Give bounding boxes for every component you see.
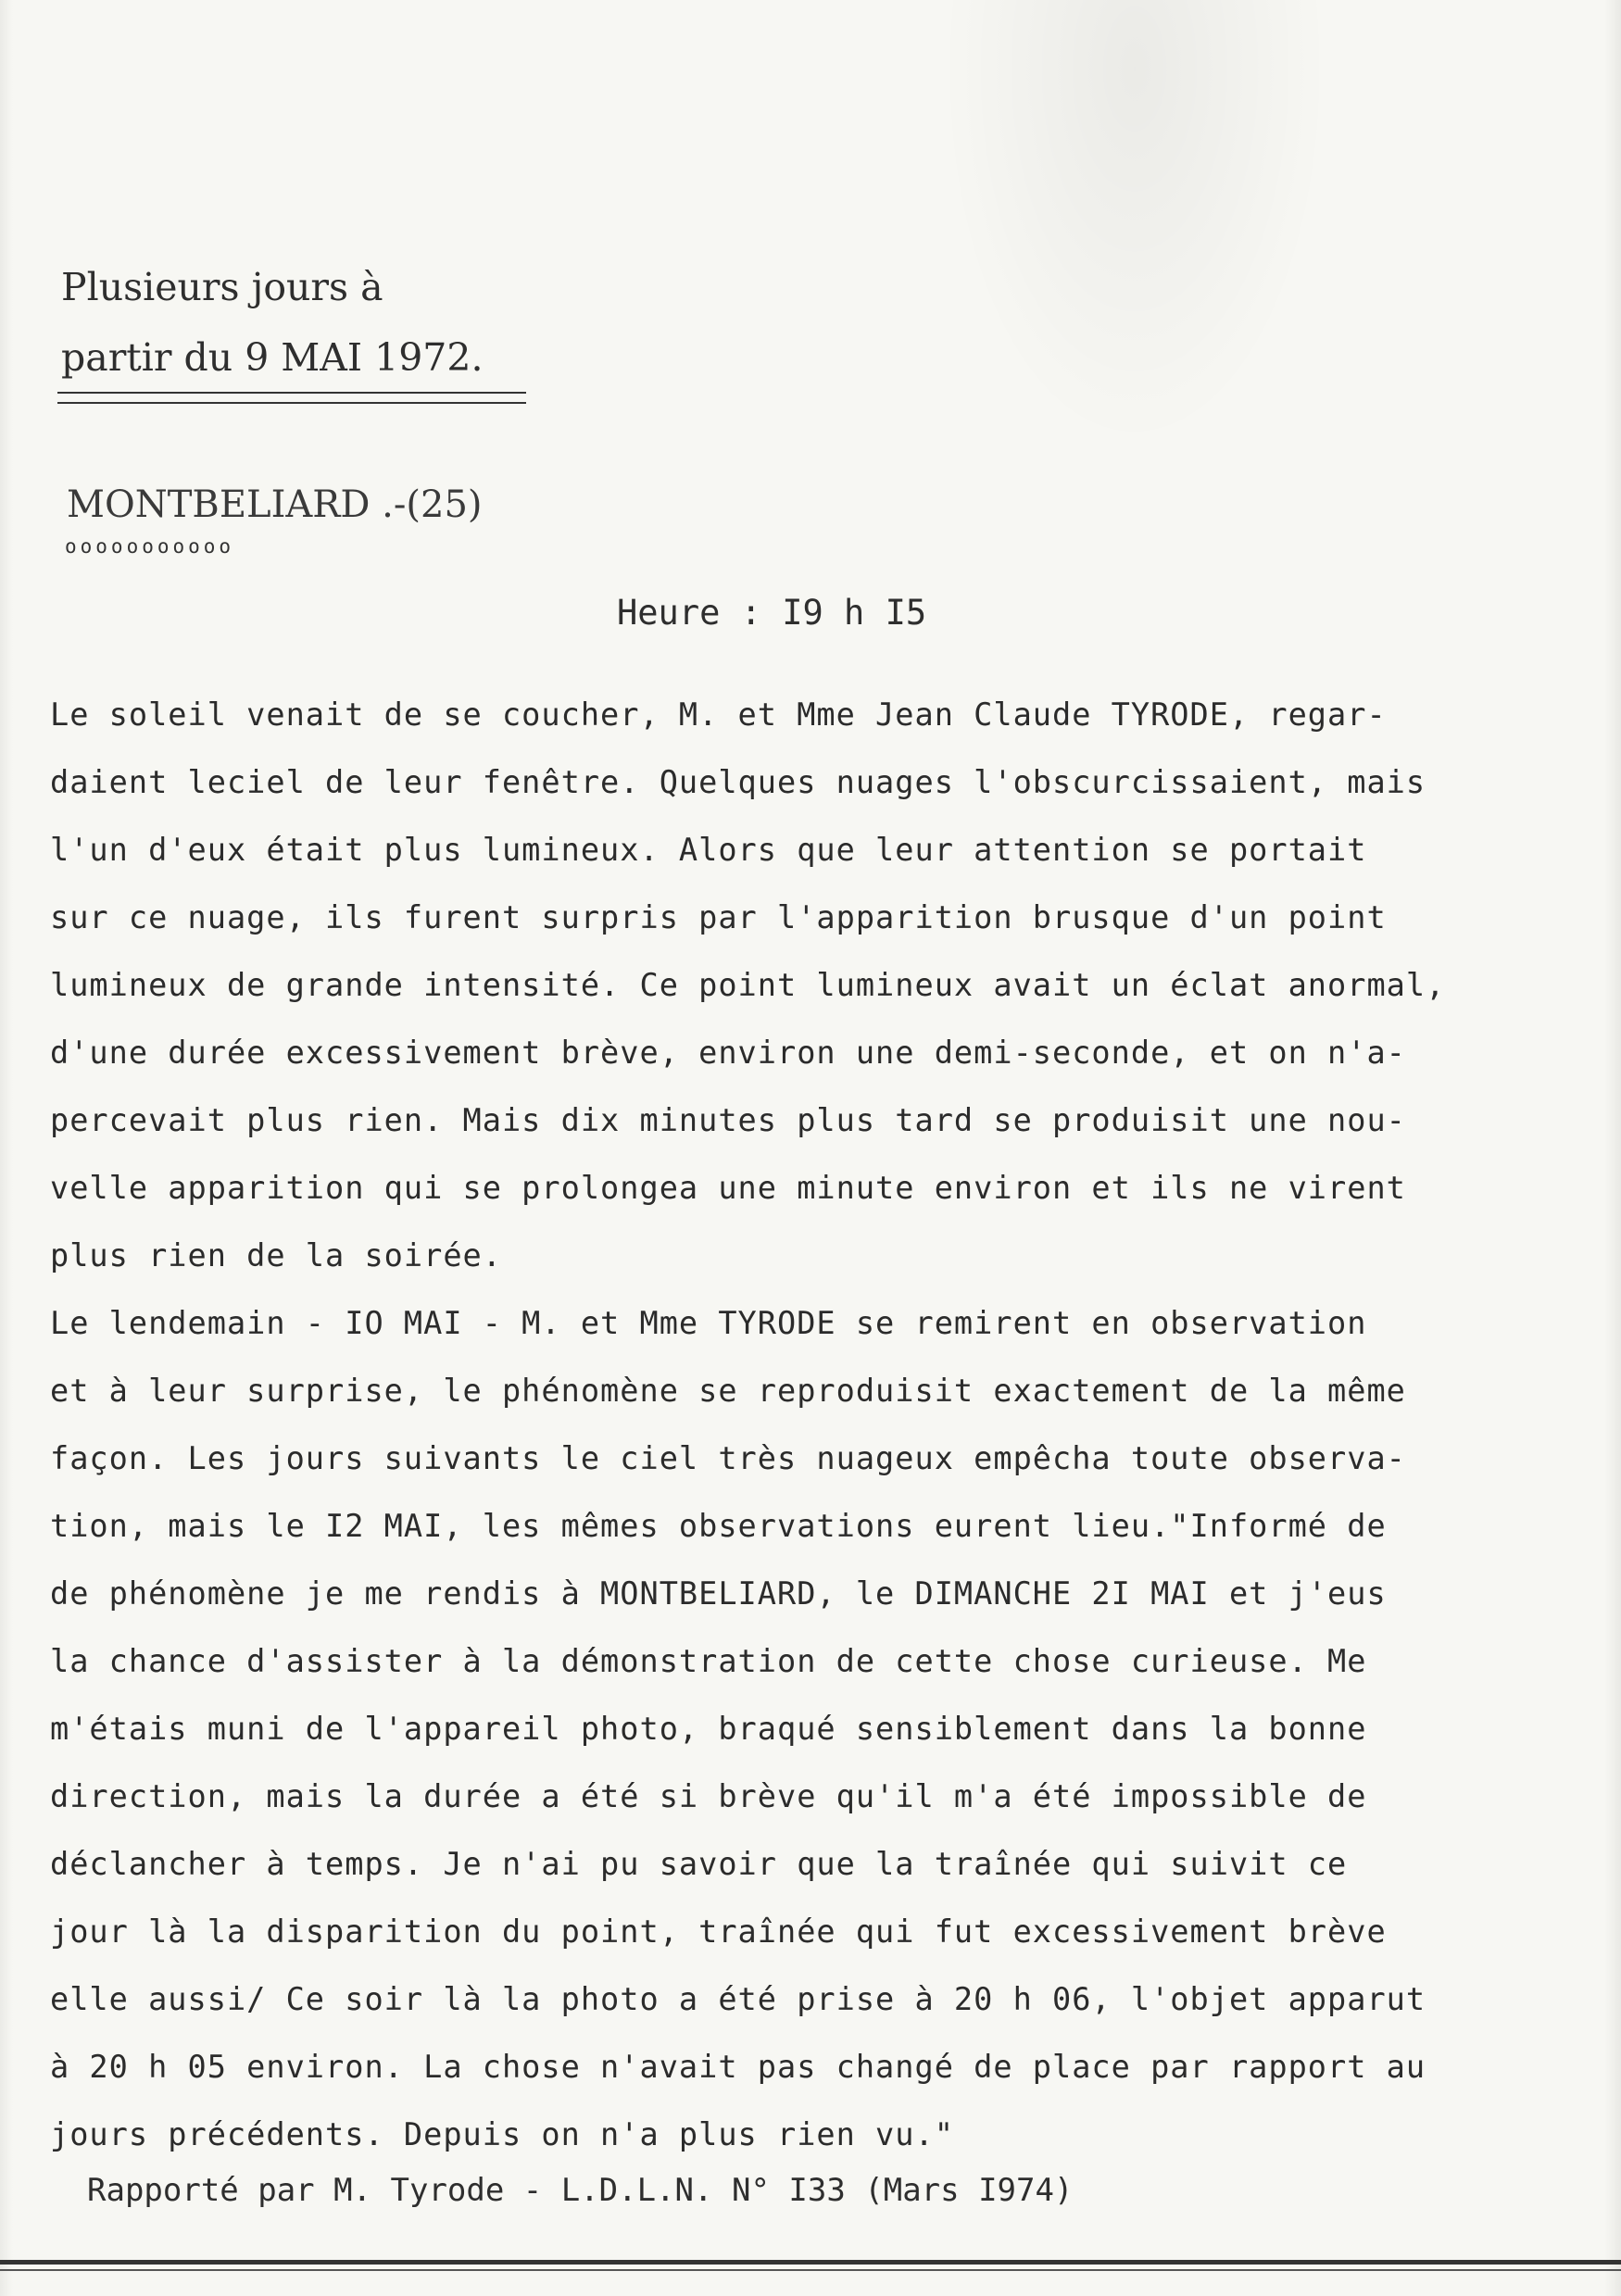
body-line: elle aussi/ Ce soir là la photo a été prise à 20 h 06, l'objet apparut (50, 1981, 1426, 2017)
body-line: plus rien de la soirée. (50, 1237, 502, 1273)
place-heading: MONTBELIARD .-(25) (67, 483, 483, 526)
date-line-1: Plusieurs jours à (61, 265, 383, 309)
body-line: daient leciel de leur fenêtre. Quelques nuages l'obscurcissaient, mais (50, 764, 1426, 800)
bottom-border-rule-thin (0, 2269, 1621, 2271)
body-line: velle apparition qui se prolongea une minute environ et ils ne virent (50, 1170, 1406, 1206)
body-line: l'un d'eux était plus lumineux. Alors que leur attention se portait (50, 832, 1367, 868)
body-line: façon. Les jours suivants le ciel très nuageux empêcha toute observa- (50, 1440, 1406, 1476)
body-line: m'étais muni de l'appareil photo, braqué sensiblement dans la bonne (50, 1711, 1367, 1747)
date-line-2: partir du 9 MAI 1972. (61, 335, 484, 380)
body-line: à 20 h 05 environ. La chose n'avait pas changé de place par rapport au (50, 2049, 1426, 2085)
body-line: lumineux de grande intensité. Ce point lumineux avait un éclat anormal, (50, 967, 1446, 1003)
body-line: direction, mais la durée a été si brève qu'il m'a été impossible de (50, 1778, 1367, 1814)
bottom-border-rule (0, 2260, 1621, 2265)
report-attribution: Rapporté par M. Tyrode - L.D.L.N. N° I33 (Mars I974) (87, 2172, 1074, 2209)
body-line: Le lendemain - IO MAI - M. et Mme TYRODE se remirent en observation (50, 1305, 1367, 1341)
body-line: jours précédents. Depuis on n'a plus rien vu." (50, 2116, 954, 2152)
place-underline: ooooooooooo (65, 535, 235, 558)
body-line: la chance d'assister à la démonstration de cette chose curieuse. Me (50, 1643, 1367, 1679)
body-line: tion, mais le I2 MAI, les mêmes observations eurent lieu."Informé de (50, 1508, 1387, 1544)
time-heading: Heure : I9 h I5 (617, 593, 927, 633)
date-heading (61, 252, 484, 393)
body-line: déclancher à temps. Je n'ai pu savoir que la traînée qui suivit ce (50, 1846, 1348, 1882)
body-line: sur ce nuage, ils furent surpris par l'apparition brusque d'un point (50, 899, 1387, 935)
date-double-underline (57, 392, 526, 404)
body-line: jour là la disparition du point, traînée qui fut excessivement brève (50, 1913, 1387, 1950)
body-line: Le soleil venait de se coucher, M. et Mme Jean Claude TYRODE, regar- (50, 696, 1387, 733)
body-line: de phénomène je me rendis à MONTBELIARD, le DIMANCHE 2I MAI et j'eus (50, 1575, 1387, 1612)
body-line: percevait plus rien. Mais dix minutes plus tard se produisit une nou- (50, 1102, 1406, 1138)
body-line: et à leur surprise, le phénomène se reproduisit exactement de la même (50, 1373, 1406, 1409)
body-line: d'une durée excessivement brève, environ une demi-seconde, et on n'a- (50, 1035, 1406, 1071)
